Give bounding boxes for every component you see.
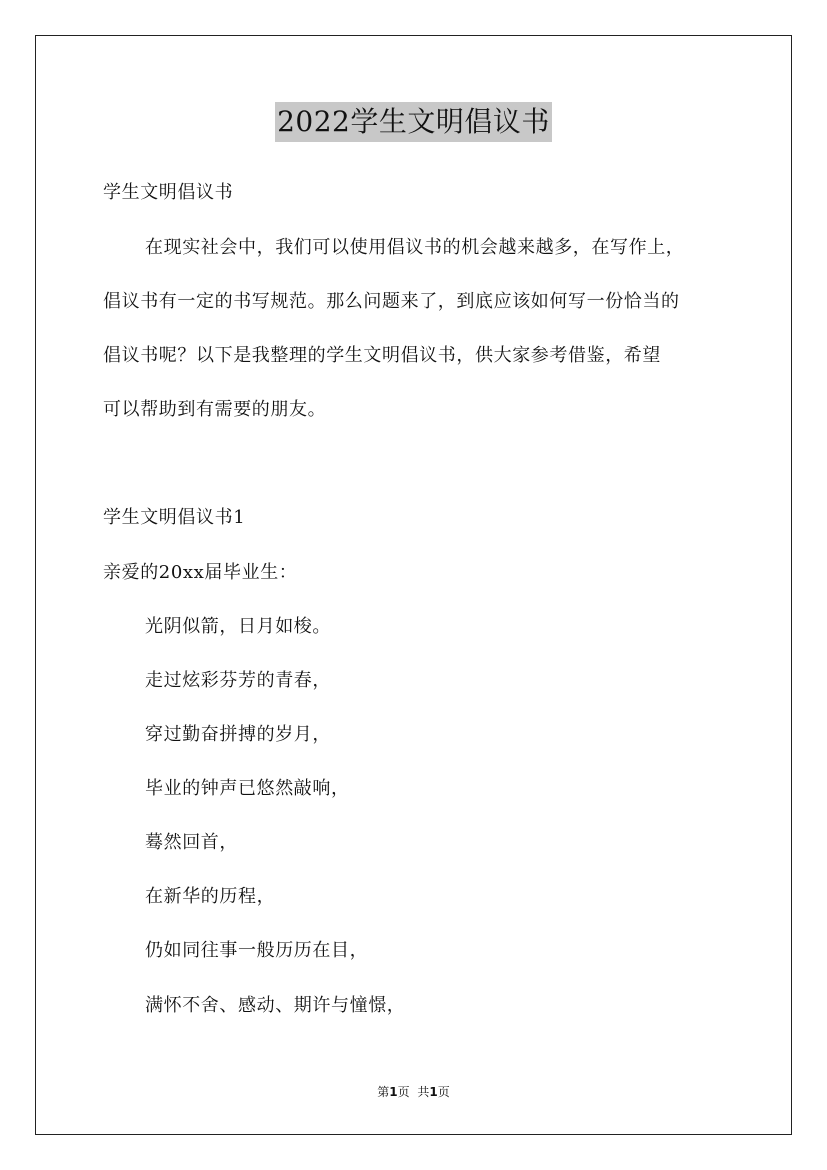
intro-line-2: 倡议书有一定的书写规范。那么问题来了，到底应该如何写一份恰当的 [103, 291, 680, 312]
document-subheading: 学生文明倡议书 [103, 182, 234, 203]
intro-line-4: 可以帮助到有需要的朋友。 [103, 399, 327, 420]
document-title: 2022学生文明倡议书 [275, 102, 552, 142]
poem-line-5: 蓦然回首， [145, 832, 238, 853]
footer-total-prefix: 共 [417, 1085, 430, 1099]
intro-line-3: 倡议书呢？以下是我整理的学生文明倡议书，供大家参考借鉴，希望 [103, 345, 661, 366]
poem-line-1: 光阴似箭，日月如梭。 [145, 616, 331, 637]
poem-line-2: 走过炫彩芬芳的青春， [145, 670, 331, 691]
footer-page-prefix: 第 [377, 1085, 390, 1099]
poem-line-4: 毕业的钟声已悠然敲响， [145, 778, 350, 799]
salutation: 亲爱的20xx届毕业生： [103, 562, 298, 583]
poem-line-6: 在新华的历程， [145, 886, 276, 907]
poem-line-3: 穿过勤奋拼搏的岁月， [145, 724, 331, 745]
title-container [0, 102, 827, 142]
intro-line-1: 在现实社会中，我们可以使用倡议书的机会越来越多，在写作上， [145, 237, 685, 258]
poem-line-7: 仍如同往事一般历历在目， [145, 940, 369, 961]
poem-line-8: 满怀不舍、感动、期许与憧憬， [145, 995, 406, 1016]
footer-total-suffix: 页 [437, 1085, 450, 1099]
page-footer [0, 1084, 827, 1100]
footer-page-number: 1 [389, 1085, 398, 1099]
section-title: 学生文明倡议书1 [103, 507, 246, 528]
footer-page-suffix: 页 [397, 1085, 410, 1099]
footer-total-number: 1 [429, 1085, 438, 1099]
